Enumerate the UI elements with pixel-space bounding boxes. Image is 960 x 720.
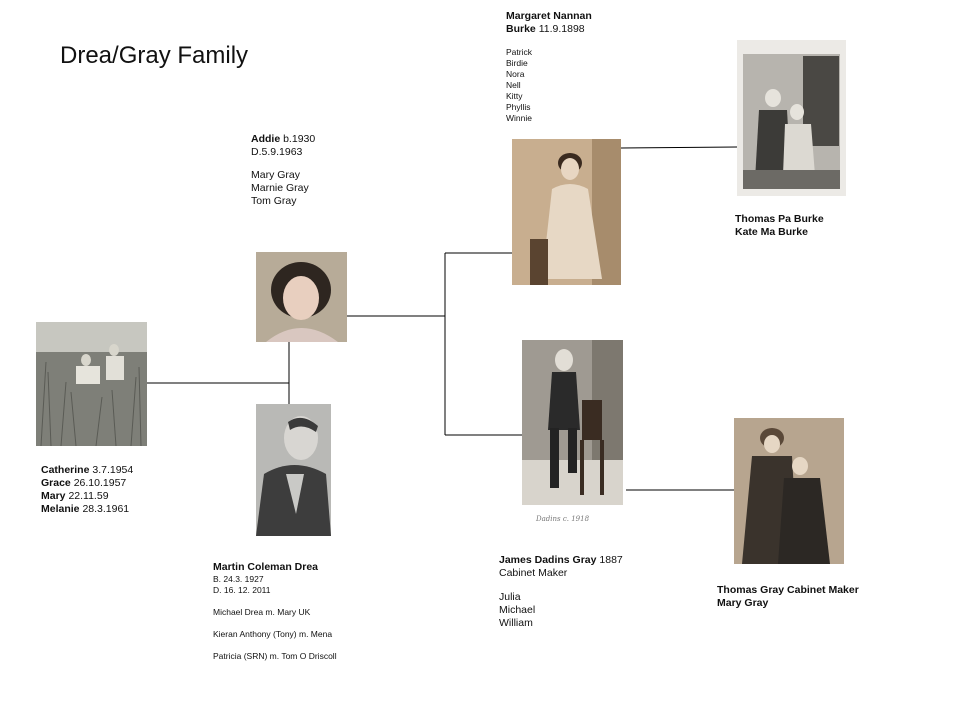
list-item: Patricia (SRN) m. Tom O Driscoll bbox=[213, 651, 337, 661]
list-item: Michael bbox=[499, 604, 536, 616]
list-item: Julia bbox=[499, 591, 521, 603]
daughter-date: 3.7.1954 bbox=[92, 464, 134, 476]
list-item: William bbox=[499, 617, 533, 629]
martin-details bbox=[213, 574, 337, 662]
list-item: Nora bbox=[506, 69, 525, 79]
martin-info bbox=[213, 561, 337, 662]
list-item: Winnie bbox=[506, 113, 532, 123]
list-item bbox=[41, 503, 133, 516]
martin-born: B. 24.3. 1927 bbox=[213, 574, 264, 584]
addie-name-line bbox=[251, 133, 315, 146]
margaret-name-line2 bbox=[506, 23, 592, 36]
burke-parents-info bbox=[735, 213, 824, 239]
daughter-date: 28.3.1961 bbox=[82, 503, 130, 515]
list-item: Mary Gray bbox=[251, 169, 301, 181]
addie-born: b.1930 bbox=[283, 133, 316, 145]
gray-parents-photo bbox=[734, 418, 844, 564]
margaret-surname: Burke bbox=[506, 23, 536, 35]
list-item: Tom Gray bbox=[251, 195, 297, 207]
daughter-date: 26.10.1957 bbox=[73, 477, 127, 489]
martin-name: Martin Coleman Drea bbox=[213, 561, 319, 573]
list-item bbox=[41, 464, 133, 477]
list-item: Birdie bbox=[506, 58, 528, 68]
list-item: Marnie Gray bbox=[251, 182, 309, 194]
james-photo-caption: Dadins c. 1918 bbox=[536, 515, 590, 523]
list-item: Michael Drea m. Mary UK bbox=[213, 607, 311, 617]
james-name: James Dadins Gray bbox=[499, 554, 597, 566]
daughter-name: Melanie bbox=[41, 503, 80, 515]
list-item: Kieran Anthony (Tony) m. Mena bbox=[213, 629, 333, 639]
list-item: Nell bbox=[506, 80, 521, 90]
gray-parents-info bbox=[717, 584, 859, 610]
list-item: Kitty bbox=[506, 91, 523, 101]
burke-parents-line2: Kate Ma Burke bbox=[735, 226, 808, 238]
list-item: Patrick bbox=[506, 47, 532, 57]
margaret-siblings-list bbox=[506, 47, 592, 124]
daughter-name: Grace bbox=[41, 477, 71, 489]
margaret-date: 11.9.1898 bbox=[538, 23, 585, 35]
list-item: Phyllis bbox=[506, 102, 531, 112]
margaret-name-line1: Margaret Nannan bbox=[506, 10, 592, 22]
list-item bbox=[41, 477, 133, 490]
james-occupation: Cabinet Maker bbox=[499, 567, 568, 579]
daughters-photo bbox=[36, 322, 147, 446]
daughter-name: Mary bbox=[41, 490, 66, 502]
addie-died: D.5.9.1963 bbox=[251, 146, 303, 158]
james-name-line bbox=[499, 554, 623, 567]
daughter-name: Catherine bbox=[41, 464, 90, 476]
martin-photo bbox=[256, 404, 331, 536]
james-info bbox=[499, 554, 623, 630]
addie-info bbox=[251, 133, 315, 208]
page-title: Drea/Gray Family bbox=[60, 42, 249, 69]
addie-photo bbox=[256, 252, 347, 342]
margaret-info bbox=[506, 10, 592, 124]
list-item bbox=[41, 490, 133, 503]
gray-parents-line2: Mary Gray bbox=[717, 597, 769, 609]
daughter-date: 22.11.59 bbox=[68, 490, 109, 502]
daughters-info bbox=[41, 464, 133, 516]
margaret-photo bbox=[512, 139, 621, 285]
connector-burke-parents bbox=[621, 147, 737, 148]
martin-died: D. 16. 12. 2011 bbox=[213, 585, 271, 595]
addie-name: Addie bbox=[251, 133, 281, 145]
james-year: 1887 bbox=[599, 554, 623, 566]
burke-parents-line1: Thomas Pa Burke bbox=[735, 213, 824, 225]
james-photo bbox=[522, 340, 623, 505]
gray-parents-line1: Thomas Gray Cabinet Maker bbox=[717, 584, 859, 596]
burke-parents-photo bbox=[737, 40, 846, 196]
